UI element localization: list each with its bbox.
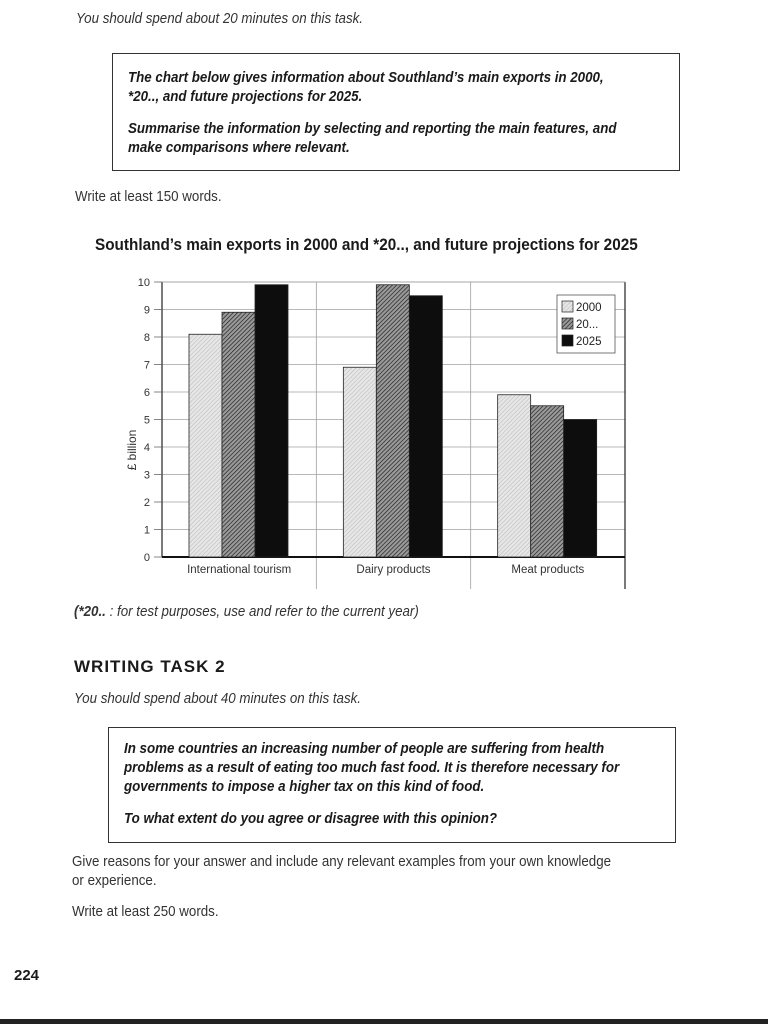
- task2-question: To what extent do you agree or disagree with this opinion?: [124, 811, 498, 827]
- bar-1-0: [343, 367, 376, 557]
- task2-prompt-line2: problems as a result of eating too much fast food. It is therefore necessary for: [124, 760, 620, 776]
- legend-label-0: 2000: [576, 302, 602, 314]
- y-tick-label-4: 4: [143, 442, 150, 454]
- footnote-text: : for test purposes, use and refer to the current year): [105, 604, 419, 620]
- y-tick-label-0: 0: [143, 552, 150, 564]
- chart-legend: [557, 295, 615, 353]
- legend-swatch-0: [562, 301, 573, 312]
- chart-title: Southland’s main exports in 2000 and *20.., and future projections for 2025: [95, 235, 638, 254]
- bar-0-0: [189, 334, 222, 557]
- task2-word-count: Write at least 250 words.: [72, 904, 219, 920]
- y-tick-label-3: 3: [143, 469, 150, 482]
- y-tick-label-8: 8: [143, 332, 150, 344]
- y-tick-label-10: 10: [137, 277, 150, 289]
- task2-heading: WRITING TASK 2: [74, 657, 226, 676]
- x-tick-label-2: Meat products: [511, 564, 585, 576]
- bar-1-2: [409, 296, 442, 557]
- legend-swatch-1: [562, 318, 573, 329]
- task1-prompt-line1: The chart below gives information about Southland’s main exports in 2000,: [128, 70, 604, 86]
- legend-label-1: 20...: [576, 319, 599, 331]
- y-tick-label-9: 9: [143, 304, 150, 317]
- task1-instruction-line1: Summarise the information by selecting and reporting the main features, and: [128, 121, 617, 137]
- legend-label-2: 2025: [576, 336, 602, 348]
- task2-reasons-line2: or experience.: [72, 873, 157, 889]
- page-bottom-rule: [0, 1019, 768, 1024]
- y-tick-label-6: 6: [143, 387, 150, 399]
- footnote-marker: (*20..: [74, 604, 106, 620]
- y-tick-label-1: 1: [143, 524, 150, 537]
- y-axis-label: £ billion: [125, 429, 139, 471]
- task2-time-note: You should spend about 40 minutes on this task.: [74, 691, 362, 707]
- page-number: 224: [14, 967, 40, 984]
- task1-time-note: You should spend about 20 minutes on this task.: [76, 11, 364, 27]
- task1-word-count: Write at least 150 words.: [75, 189, 222, 205]
- y-axis-ticks: [138, 277, 162, 564]
- task1-prompt-line2: *20.., and future projections for 2025.: [128, 89, 363, 105]
- bar-1-1: [376, 285, 409, 557]
- task2-prompt-line3: governments to impose a higher tax on this kind of food.: [124, 779, 485, 795]
- x-tick-label-1: Dairy products: [356, 564, 431, 576]
- y-tick-label-7: 7: [143, 359, 150, 372]
- task1-footnote: [74, 604, 419, 620]
- task2-reasons-line1: Give reasons for your answer and include any relevant examples from your own knowledge: [72, 854, 612, 870]
- exports-bar-chart: [110, 270, 640, 595]
- bar-2-2: [564, 420, 597, 558]
- bar-0-2: [255, 285, 288, 557]
- task1-prompt-box: [112, 53, 680, 171]
- task1-instruction-line2: make comparisons where relevant.: [128, 140, 350, 156]
- y-tick-label-5: 5: [143, 414, 150, 427]
- bar-2-1: [531, 406, 564, 557]
- bar-0-1: [222, 312, 255, 557]
- task2-prompt-box: [108, 727, 676, 843]
- bar-2-0: [498, 395, 531, 557]
- legend-swatch-2: [562, 335, 573, 346]
- x-tick-label-0: International tourism: [187, 564, 292, 576]
- y-tick-label-2: 2: [143, 497, 150, 509]
- task2-prompt-line1: In some countries an increasing number of people are suffering from health: [124, 741, 605, 757]
- x-axis-labels: [187, 564, 584, 576]
- chart-bars: [189, 285, 597, 557]
